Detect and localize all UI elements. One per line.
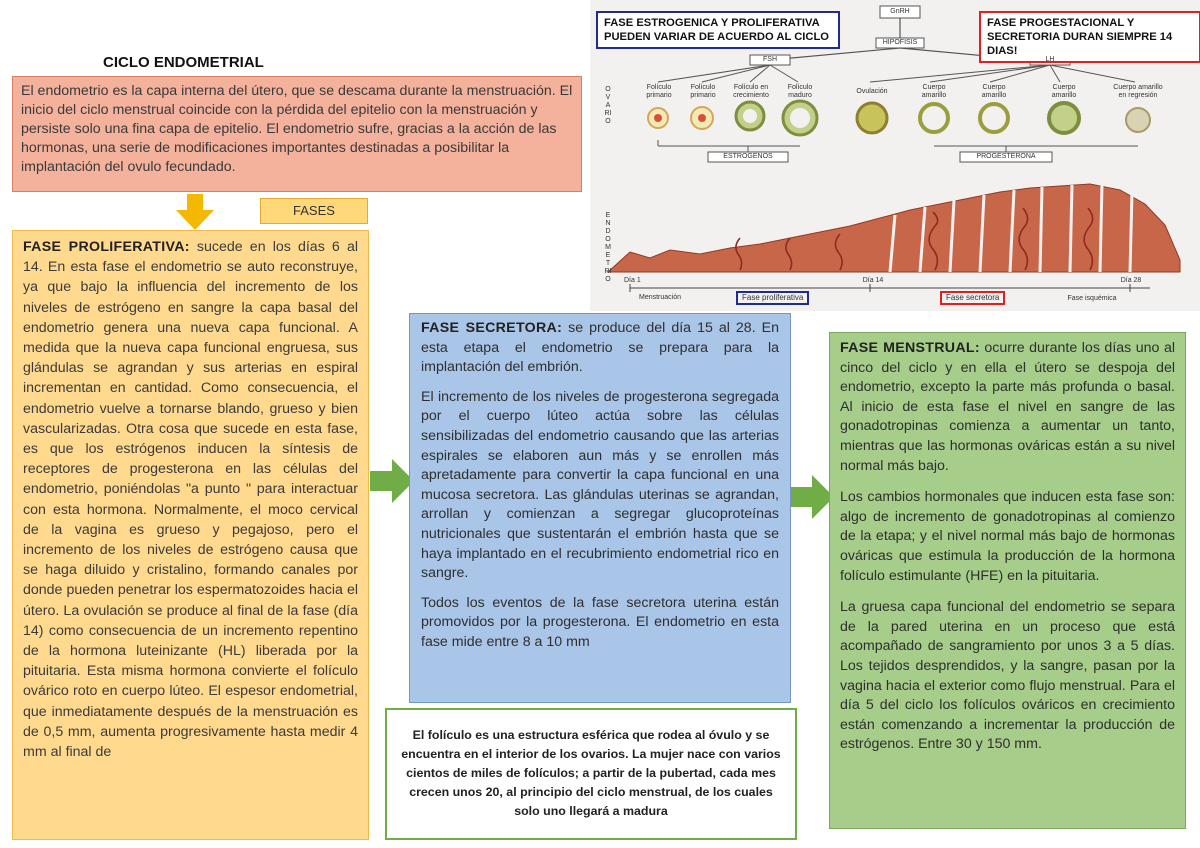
fase-secretora-p2: El incremento de los niveles de progesterona segregada por el cuerpo lúteo actúa sobre las células sensibilizadas del endometrio causando que las arterias espirales se elaboren aun más y se enrollen más apretadamente para convertir la capa funcional en una mucosa secretora. Las glándulas uterinas se agrandan, arrollan y comienzan a segregar glucoproteínas nutricionales que sustentarán el embrión hasta que se haya implantado en el recubrimiento endometrial rico en sangre. [421, 388, 779, 582]
follicle-label: Folículo en crecimiento [733, 84, 769, 99]
down-arrow-icon [176, 194, 214, 230]
endometrio-label: ENDOMETRIO [604, 212, 612, 283]
fase-secretora-heading: FASE SECRETORA: [421, 320, 563, 336]
fase-menstrual-box [829, 332, 1186, 829]
follicle-label: Folículo maduro [787, 84, 813, 99]
foliculo-note: El folículo es una estructura esférica que rodea al óvulo y se encuentra en el interior de los ovarios. La mujer nace con varios cientos de miles de folículos; a partir de la pubertad, cada mes crecen unos 20, al principio del ciclo menstrual, de los cuales solo uno llegará a madura [385, 708, 797, 840]
follicle-label: Cuerpo amarillo [1051, 84, 1077, 99]
right-arrow-icon [370, 459, 414, 503]
dia-1-label: Día 1 [624, 277, 641, 284]
fase-isquemica-label: Fase isquémica [1067, 295, 1117, 302]
follicle-label: Folículo primario [646, 84, 672, 99]
tag-fase-estrogenica: FASE ESTROGENICA Y PROLIFERATIVA PUEDEN VARIAR DE ACUERDO AL CICLO [596, 11, 840, 49]
gnrh-label: GnRH [890, 8, 910, 15]
menstruacion-label: Menstruación [638, 294, 682, 301]
fase-proliferativa-label: Fase proliferativa [736, 291, 809, 305]
fase-menstrual-heading: FASE MENSTRUAL: [840, 340, 980, 356]
ciclo-diagram [590, 0, 1200, 311]
fase-menstrual-p3: La gruesa capa funcional del endometrio se separa de la pared uterina en un proceso que está acompañado de sangramiento por unos 3 a 5 días. Los tejidos desprendidos, y la sangre, pasan por la vagina hacia el exterior como flujo menstrual. Para el día 5 del ciclo los folículos ováricos en crecimiento están comenzando a incrementar la producción de estrógenos. Entre 30 y 150 mm. [840, 599, 1175, 753]
lh-label: LH [1045, 56, 1055, 63]
follicle-label: Ovulación [856, 88, 888, 95]
fase-secretora-p3: Todos los eventos de la fase secretora uterina están promovidos por la progesterona. El endometrio en esta fase mide entre 8 a 10 mm [421, 594, 779, 650]
fase-proliferativa-box [12, 230, 369, 840]
dia-28-label: Día 28 [1120, 277, 1142, 284]
fase-menstrual-p2: Los cambios hormonales que inducen esta fase son: algo de incremento de gonadotropinas al comienzo de la etapa; y el nivel normal más bajo de hormonas ováricas que estimula la producción de la hormona folículo estimulante (HFE) en la pituitaria. [840, 489, 1175, 584]
estrogenos-label: ESTROGENOS [723, 153, 773, 160]
fase-proliferativa-heading: FASE PROLIFERATIVA: [23, 239, 190, 255]
progesterona-label: PROGESTERONA [976, 153, 1036, 160]
intro-box: El endometrio es la capa interna del útero, que se descama durante la menstruación. El inicio del ciclo menstrual coincide con la pérdida del epitelio con la menstruación y persiste solo una fina capa de epitelio. El endometrio sufre, gracias a la acción de las hormonas, una serie de modificaciones importantes destinadas a posibilitar la implantación del ovulo fecundado. [12, 76, 582, 192]
hipofisis-label: HIPOFISIS [882, 39, 918, 46]
follicle-label: Cuerpo amarillo [981, 84, 1007, 99]
dia-14-label: Día 14 [862, 277, 884, 284]
fase-secretora-box [409, 313, 791, 703]
fsh-label: FSH [763, 56, 777, 63]
follicle-label: Cuerpo amarillo [921, 84, 947, 99]
fase-secretora-p1: se produce del día 15 al 28. En esta etapa el endometrio se prepara para la implantación del embrión. [421, 320, 779, 376]
fase-proliferativa-text: sucede en los días 6 al 14. En esta fase el endometrio se auto reconstruye, ya que bajo la influencia del incremento de los niveles de estrógeno en sangre la capa basal del endometrio genera una nueva capa funcional. A medida que la nueva capa funcional engruesa, sus glándulas se agrandan y sus arterias en espiral incrementan en cantidad. Como consecuencia, el endometrio vuelve a tornarse blando, grueso y bien vascularizadas. Otra cosa que sucede en esta fase, es que los estrógenos inducen la síntesis de receptores de progesterona en las células del endometrio, poniéndolas "a punto " para interactuar con esta hormona. Normalmente, el moco cervical de la vagina es grueso y pegajoso, pero el incremento de los niveles de estrógeno causa que se haga diluido y cristalino, formando canales por donde pueden penetrar los espermatozoides hacia el útero. La ovulación se produce al final de la fase (día 14) como consecuencia de un incremento repentino de la hormona luteinizante (HL) liberada por la pituitaria. Esta misma hormona convierte el folículo ovárico roto en cuerpo lúteo. El espesor endometrial, que inmediatamente después de la menstruación es de 0,5 mm, aumenta progresivamente hasta medir 4 mm al final de [23, 239, 358, 761]
right-arrow-icon [790, 475, 834, 519]
page-title: CICLO ENDOMETRIAL [103, 54, 264, 71]
follicle-label: Folículo primario [690, 84, 716, 99]
ovario-label: OVARIO [604, 86, 612, 125]
follicle-label: Cuerpo amarillo en regresión [1113, 84, 1163, 99]
fase-menstrual-p1: ocurre durante los días uno al cinco del ciclo y en ella el útero se despoja del endometrio, excepto la parte más profunda o basal. Al inicio de esta fase el nivel en sangre de las gonadotropinas comienza a aumentar un tanto, mientras que las hormonas ováricas están a su nivel normal más bajo. [840, 340, 1176, 474]
fase-secretora-label: Fase secretora [940, 291, 1005, 305]
fases-label: FASES [260, 198, 368, 224]
tag-fase-progestacional: FASE PROGESTACIONAL Y SECRETORIA DURAN SIEMPRE 14 DIAS! [979, 11, 1200, 63]
